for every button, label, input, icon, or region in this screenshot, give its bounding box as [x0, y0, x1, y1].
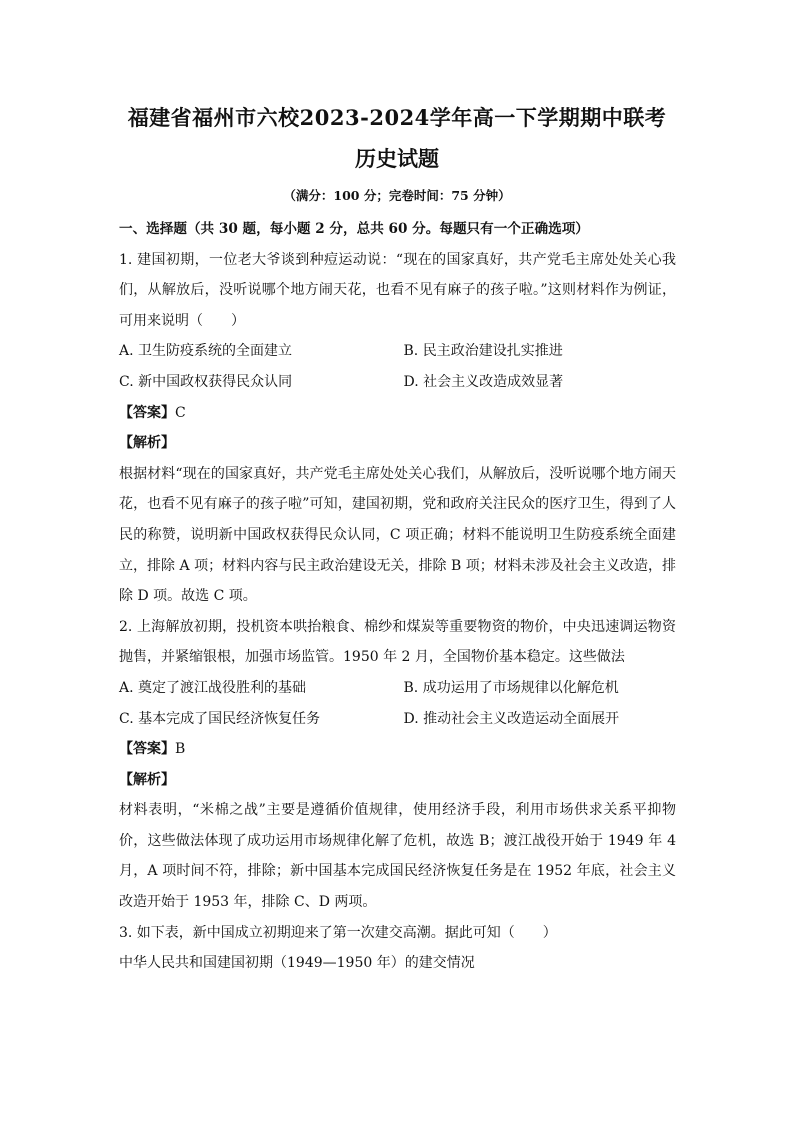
question-3 — [119, 918, 676, 979]
option-b: B. 民主政治建设扎实推进 — [403, 343, 563, 360]
option-a: A. 卫生防疫系统的全面建立 — [119, 343, 293, 360]
answer-label: 【答案】 — [119, 741, 175, 758]
answer-line — [119, 398, 676, 429]
answer-line — [119, 734, 676, 765]
answer-value: B — [175, 741, 186, 758]
question-1 — [119, 245, 676, 612]
exam-meta: （满分：100 分；完卷时间：75 分钟） — [283, 188, 511, 203]
option-c: C. 新中国政权获得民众认同 — [119, 373, 293, 390]
answer-label: 【答案】 — [119, 404, 175, 421]
question-2 — [119, 612, 676, 918]
options — [119, 336, 676, 397]
option-c: C. 基本完成了国民经济恢复任务 — [119, 710, 321, 727]
table-caption: 中华人民共和国建国初期（1949—1950 年）的建交情况 — [119, 955, 475, 972]
analysis-label: 【解析】 — [119, 435, 175, 452]
exam-subject: 历史试题 — [355, 146, 439, 171]
option-b: B. 成功运用了市场规律以化解危机 — [403, 679, 619, 696]
question-stem: 1. 建国初期，一位老大爷谈到种痘运动说：“现在的国家真好，共产党毛主席处处关心我们，从解放后，没听说哪个地方闹天花，也看不见有麻子的孩子啦。”这则材料作为例证，可用来说明（ ） — [119, 251, 676, 329]
question-stem: 3. 如下表，新中国成立初期迎来了第一次建交高潮。据此可知（ ） — [119, 924, 557, 941]
section-heading: 一、选择题（共 30 题，每小题 2 分，总共 60 分。每题只有一个正确选项） — [119, 221, 589, 237]
answer-value: C — [175, 404, 186, 421]
question-stem: 2. 上海解放初期，投机资本哄抬粮食、棉纱和煤炭等重要物资的物价，中央迅速调运物资抛售，并紧缩银根，加强市场监管。1950 年 2 月，全国物价基本稳定。这些做法 — [119, 618, 676, 666]
exam-title: 福建省福州市六校2023-2024学年高一下学期期中联考 — [127, 105, 667, 130]
analysis-text: 材料表明，“米棉之战”主要是遵循价值规律，使用经济手段，利用市场供求关系平抑物价，这些做法体现了成功运用市场规律化解了危机，故选 B；渡江战役开始于 1949 年 4 月，A 项时间不符，排除；新中国基本完成国民经济恢复任务是在 1952 年底，社会主义改造开始于 1953 年，排除 C、D 两项。 — [119, 802, 676, 911]
options — [119, 673, 676, 734]
analysis-text: 根据材料“现在的国家真好，共产党毛主席处处关心我们，从解放后，没听说哪个地方闹天花，也看不见有麻子的孩子啦”可知，建国初期，党和政府关注民众的医疗卫生，得到了人民的称赞，说明新中国政权获得民众认同，C 项正确；材料不能说明卫生防疫系统全面建立，排除 A 项；材料内容与民主政治建设无关，排除 B 项；材料未涉及社会主义改造，排除 D 项。故选 C 项。 — [119, 465, 676, 605]
exam-content — [119, 214, 676, 979]
analysis-label: 【解析】 — [119, 771, 175, 788]
option-a: A. 奠定了渡江战役胜利的基础 — [119, 679, 307, 696]
option-d: D. 推动社会主义改造运动全面展开 — [403, 710, 620, 727]
option-d: D. 社会主义改造成效显著 — [403, 373, 564, 390]
